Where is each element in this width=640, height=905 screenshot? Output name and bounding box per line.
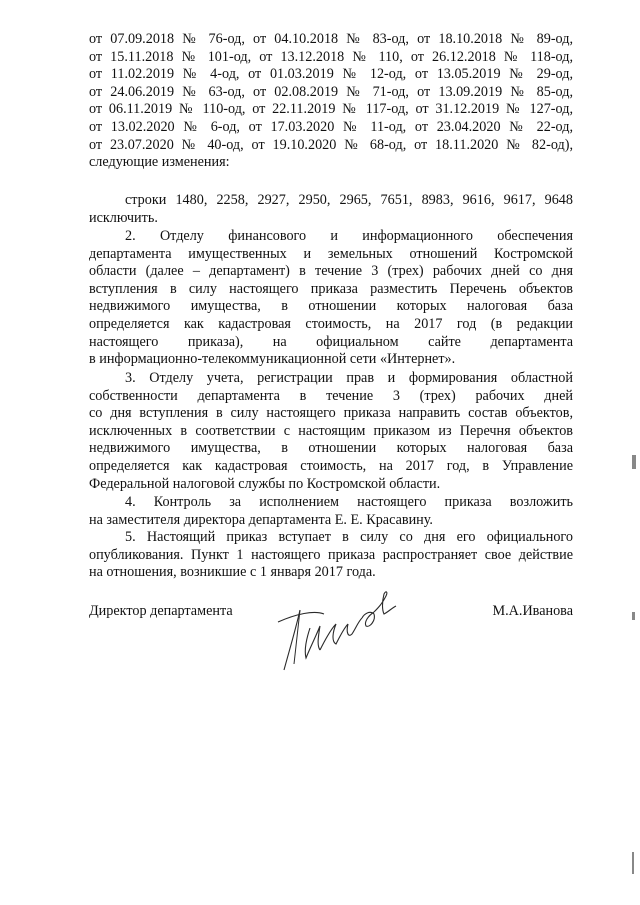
text-line: определяется как кадастровая стоимость, на 2017 год (в редакции (89, 315, 573, 332)
text-line: от 13.02.2020 № 6-од, от 17.03.2020 № 11-од, от 23.04.2020 № 22-од, (89, 118, 573, 135)
scan-edge-mark (632, 852, 634, 874)
text-line: на отношения, возникшие с 1 января 2017 года. (89, 564, 376, 581)
text-line: опубликования. Пункт 1 настоящего приказа распространяет свое действие (89, 546, 573, 563)
text-line: 4. Контроль за исполнением настоящего приказа возложить (125, 494, 573, 510)
text-line: на заместителя директора департамента Е. Е. Красавину. (89, 511, 433, 528)
text-line: исключить. (89, 209, 158, 226)
text-line: недвижимого имущества, в отношении которых налоговая база (89, 440, 573, 457)
signatory-name: М.А.Иванова (492, 603, 573, 619)
text-line: 5. Настоящий приказ вступает в силу со дня его официального (125, 529, 573, 545)
text-line: 3. Отделу учета, регистрации прав и формирования областной (125, 370, 573, 386)
paragraph-4 (89, 494, 573, 529)
text-line: со дня вступления в силу настоящего приказа направить состав объектов, (89, 405, 573, 422)
text-line: в информационно-телекоммуникационной сети «Интернет». (89, 351, 456, 368)
paragraph-2 (89, 228, 573, 369)
text-line: строки 1480, 2258, 2927, 2950, 2965, 7651, 8983, 9616, 9617, 9648 (125, 192, 573, 208)
text-line: Федеральной налоговой службы по Костромской области. (89, 475, 441, 492)
text-line: от 07.09.2018 № 76-од, от 04.10.2018 № 83-од, от 18.10.2018 № 89-од, (89, 31, 573, 47)
text-line: от 24.06.2019 № 63-од, от 02.08.2019 № 71-од, от 13.09.2019 № 85-од, (89, 83, 573, 100)
text-line: от 23.07.2020 № 40-од, от 19.10.2020 № 68-од, от 18.11.2020 № 82-од), (89, 136, 573, 153)
text-line: определяется как кадастровая стоимость, на 2017 год, в Управление (89, 457, 573, 474)
text-line: настоящего приказа), на официальном сайте департамента (89, 333, 573, 350)
text-line: 2. Отделу финансового и информационного обеспечения (125, 228, 573, 244)
scan-edge-mark (632, 455, 636, 469)
text-line: вступления в силу настоящего приказа разместить Перечень объектов (89, 280, 573, 297)
text-line: от 06.11.2019 № 110-од, от 22.11.2019 № 117-од, от 31.12.2019 № 127-од, (89, 101, 573, 118)
paragraph-intro (89, 31, 573, 172)
handwritten-signature (270, 588, 420, 678)
text-line: исключенных в соответствии с настоящим приказом из Перечня объектов (89, 422, 573, 439)
text-line: департамента имущественных и земельных отношений Костромской (89, 245, 573, 262)
scan-edge-mark (632, 612, 635, 620)
paragraph-5 (89, 529, 573, 582)
position-title: Директор департамента (89, 603, 233, 619)
text-line: области (далее – департамент) в течение 3 (трех) рабочих дней со дня (89, 263, 573, 280)
text-line: от 11.02.2019 № 4-од, от 01.03.2019 № 12-од, от 13.05.2019 № 29-од, (89, 66, 573, 83)
text-line: недвижимого имущества, в отношении которых налоговая база (89, 298, 573, 315)
text-line: собственности департамента в течение 3 (трех) рабочих дней (89, 387, 573, 404)
paragraph-rows (89, 192, 573, 227)
paragraph-3 (89, 370, 573, 493)
text-line: от 15.11.2018 № 101-од, от 13.12.2018 № 110, от 26.12.2018 № 118-од, (89, 48, 573, 65)
text-line: следующие изменения: (89, 154, 230, 171)
